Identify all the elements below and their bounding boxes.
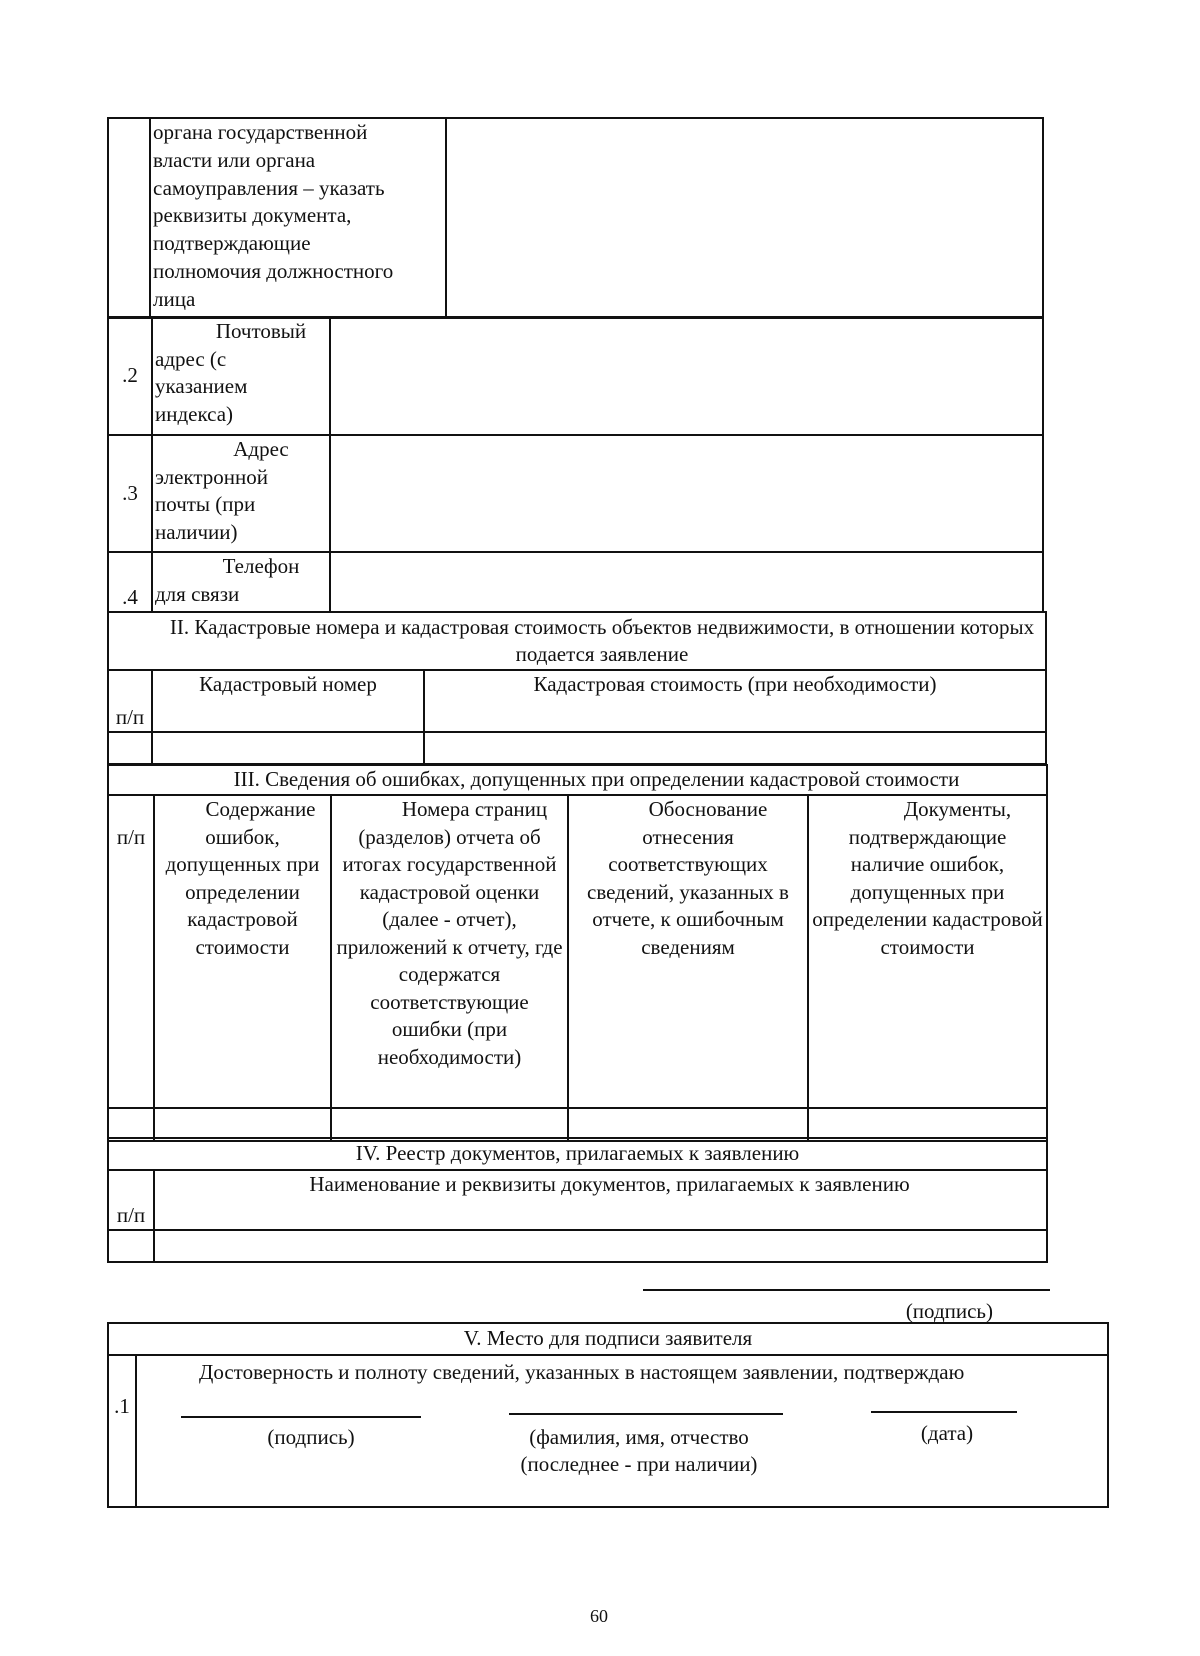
section-iii-title: III. Сведения об ошибках, допущенных при определении кадастровой стоимости <box>108 765 1047 795</box>
label-line: полномочия должностного <box>153 258 394 283</box>
document-name-header: Наименование и реквизиты документов, прилагаемых к заявлению <box>154 1170 1047 1230</box>
section-iii-table <box>107 764 1048 1142</box>
row-number <box>108 552 152 612</box>
row-number: .3 <box>108 435 152 552</box>
section-i-contacts-table <box>107 316 1044 613</box>
num-header: п/п <box>108 670 152 732</box>
signature-caption: (подпись) <box>905 1299 993 1323</box>
phone-label <box>152 552 330 612</box>
section-iv-title-row <box>108 1138 1047 1170</box>
section-ii-table <box>107 611 1047 765</box>
email-value-cell[interactable] <box>330 435 1043 552</box>
row-number: .2 <box>108 317 152 435</box>
attestation-cell <box>136 1355 1108 1507</box>
official-document-value-cell[interactable] <box>446 118 1043 318</box>
postal-address-value-cell[interactable] <box>330 317 1043 435</box>
label-line: Телефон <box>222 554 300 578</box>
attestation-statement: Достоверность и полноту сведений, указанных в настоящем заявлении, подтверждаю <box>199 1360 965 1384</box>
label-line: указанием <box>155 374 248 398</box>
label-line: Почтовый <box>215 319 307 343</box>
justification-header: Обоснование отнесения соответствующих сведений, указанных в отчете, к ошибочным сведениям <box>568 795 808 1108</box>
row-number-text: .1 <box>114 1394 130 1419</box>
postal-address-label <box>152 317 330 435</box>
section-iv-table <box>107 1137 1048 1263</box>
label-line: самоуправления – указать <box>153 175 385 200</box>
section-iv-title: IV. Реестр документов, прилагаемых к заявлению <box>108 1138 1047 1170</box>
label-line: власти или органа <box>153 147 316 172</box>
section-ii-title: II. Кадастровые номера и кадастровая стоимость объектов недвижимости, в отношении которых подается заявление <box>108 612 1046 670</box>
section-v-title: V. Место для подписи заявителя <box>108 1323 1108 1355</box>
email-label <box>152 435 330 552</box>
cadastral-value-header: Кадастровая стоимость (при необходимости) <box>424 670 1046 732</box>
section-i-table <box>107 117 1044 319</box>
section-iii-header-row <box>108 795 1047 1108</box>
row-number <box>108 1355 136 1507</box>
label-line: адрес (с <box>155 346 227 371</box>
section-ii-title-row <box>108 612 1046 670</box>
applicant-signature-caption: (подпись) <box>267 1425 355 1449</box>
label-line: Адрес <box>233 437 289 461</box>
section-ii-header-row <box>108 670 1046 732</box>
label-line: органа государственной <box>153 120 368 144</box>
row-label <box>150 118 446 318</box>
table-row <box>108 1230 1047 1262</box>
cadastral-number-header: Кадастровый номер <box>152 670 424 732</box>
label-line: реквизиты документа, <box>153 203 352 228</box>
row-number <box>108 118 150 318</box>
label-line: лица <box>153 286 196 311</box>
label-line: индекса) <box>155 401 234 426</box>
section-v-title-row <box>108 1323 1108 1355</box>
section-iii-title-row <box>108 765 1047 795</box>
date-caption: (дата) <box>920 1421 974 1445</box>
applicant-fullname-line[interactable] <box>509 1413 783 1415</box>
signature-line[interactable] <box>643 1289 1050 1291</box>
report-pages-header: Номера страниц (разделов) отчета об итогах государственной кадастровой оценки (далее - отчет), приложений к отчету, где содержатся соответствующие ошибки (при необходимости) <box>331 795 568 1108</box>
section-v-table <box>107 1322 1109 1508</box>
section-v-row <box>108 1355 1108 1507</box>
section-iv-header-row <box>108 1170 1047 1230</box>
table-row <box>108 552 1043 612</box>
table-row <box>108 732 1046 764</box>
cadastral-value-cell[interactable] <box>424 732 1046 764</box>
errors-content-header: Содержание ошибок, допущенных при определении кадастровой стоимости <box>154 795 331 1108</box>
num-header: п/п <box>108 795 154 1108</box>
label-line: электронной <box>155 464 269 489</box>
row-number-cell[interactable] <box>108 732 152 764</box>
row-number-text: .4 <box>122 584 138 609</box>
applicant-fullname-caption: (фамилия, имя, отчество (последнее - при наличии) <box>520 1425 758 1476</box>
label-line: подтверждающие <box>153 231 311 256</box>
label-line: почты (при <box>155 492 256 516</box>
table-row <box>108 435 1043 552</box>
phone-value-cell[interactable] <box>330 552 1043 612</box>
row-number-cell[interactable] <box>108 1230 154 1262</box>
page-number: 60 <box>590 1606 608 1626</box>
label-line: наличии) <box>155 519 238 544</box>
table-row <box>108 118 1043 318</box>
documents-header: Документы, подтверждающие наличие ошибок, допущенных при определении кадастровой стоимости <box>808 795 1047 1108</box>
date-line[interactable] <box>871 1411 1017 1413</box>
num-header: п/п <box>108 1170 154 1230</box>
cadastral-number-cell[interactable] <box>152 732 424 764</box>
document-name-cell[interactable] <box>154 1230 1047 1262</box>
applicant-signature-line[interactable] <box>181 1416 421 1418</box>
table-row <box>108 317 1043 435</box>
label-line: для связи <box>155 581 240 606</box>
